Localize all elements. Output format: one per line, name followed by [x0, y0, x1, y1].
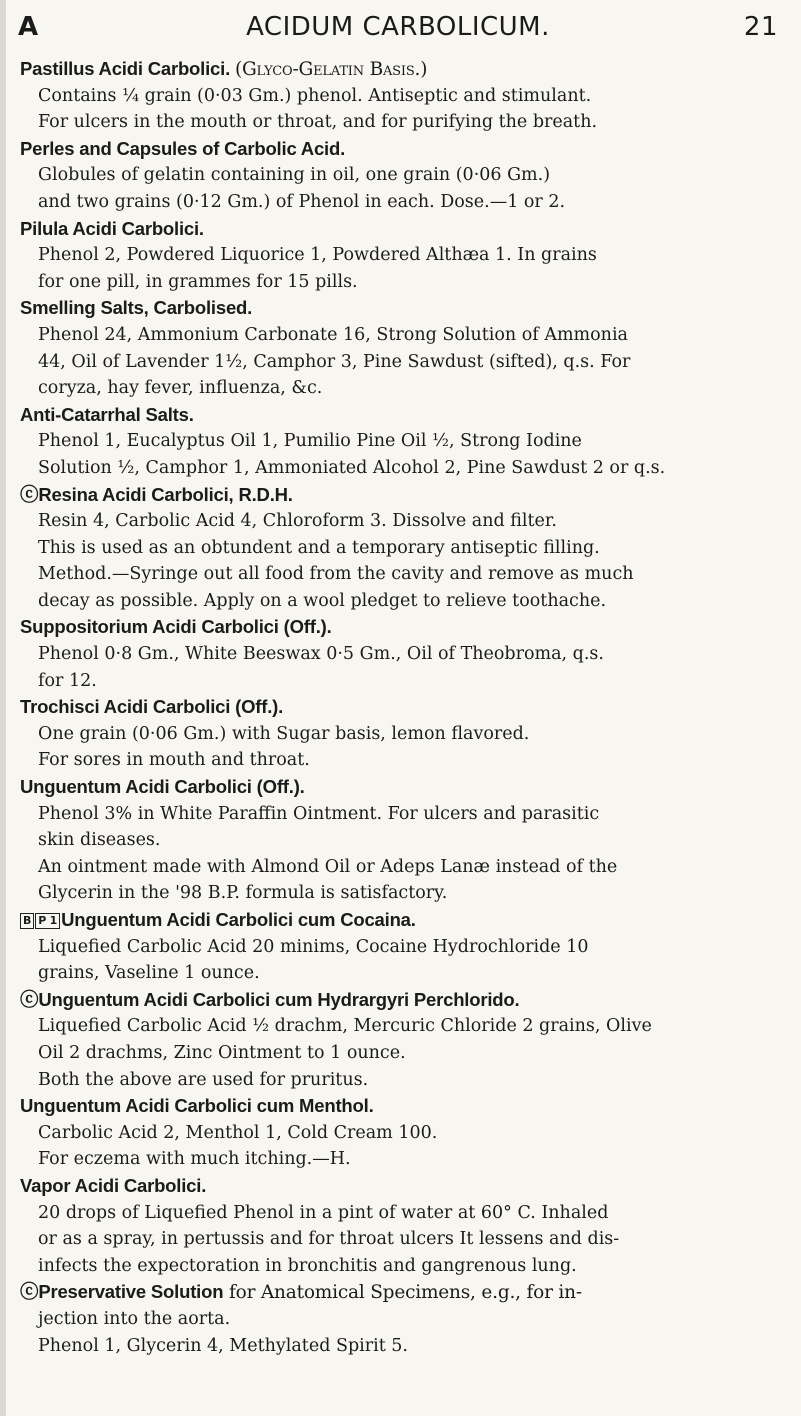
entry-heading: [20, 136, 785, 163]
text-line: [20, 269, 785, 296]
text-line: [20, 1200, 785, 1227]
line-text: Phenol 24, Ammonium Carbonate 16, Strong Solution of Ammonia: [38, 324, 628, 345]
line-text: Pastillus Acidi Carbolici.: [20, 58, 235, 79]
entry-heading: [20, 482, 785, 509]
text-line: [20, 1253, 785, 1280]
line-text: Liquefied Carbolic Acid ½ drachm, Mercuric Chloride 2 grains, Olive: [38, 1016, 652, 1037]
entry-heading: [20, 907, 785, 934]
text-line: [20, 322, 785, 349]
line-text: Globules of gelatin containing in oil, one grain (0·06 Gm.): [38, 165, 551, 186]
text-line: [20, 668, 785, 695]
line-text: Vapor Acidi Carbolici.: [20, 1174, 207, 1196]
page-body: [20, 56, 785, 1359]
text-line: [20, 1333, 785, 1360]
line-text: for one pill, in grammes for 15 pills.: [38, 271, 358, 292]
circled-c-icon: ⓒ: [20, 988, 39, 1010]
text-line: [20, 827, 785, 854]
page-edge-shadow: [0, 0, 6, 1416]
entry-heading: [20, 1093, 785, 1120]
text-line: [20, 242, 785, 269]
page-header: [18, 12, 778, 48]
line-text: An ointment made with Almond Oil or Adeps Lanæ instead of the: [38, 856, 618, 877]
page-number: 21: [743, 12, 778, 42]
section-letter: A: [18, 12, 39, 42]
line-text: skin diseases.: [38, 830, 161, 851]
line-text: Trochisci Acidi Carbolici (Off.).: [20, 696, 284, 718]
line-text: Unguentum Acidi Carbolici cum Hydrargyri Perchlorido.: [38, 988, 520, 1010]
text-line: [20, 109, 785, 136]
line-text: Phenol 1, Eucalyptus Oil 1, Pumilio Pine Oil ½, Strong Iodine: [38, 431, 582, 452]
entry-heading: [20, 402, 785, 429]
text-line: [20, 721, 785, 748]
line-text: Anti-Catarrhal Salts.: [20, 403, 194, 425]
entry-heading: [20, 987, 785, 1014]
entry-heading: [20, 56, 785, 83]
line-text: Unguentum Acidi Carbolici cum Menthol.: [20, 1095, 374, 1117]
line-text: Solution ½, Camphor 1, Ammoniated Alcohol 2, Pine Sawdust 2 or q.s.: [38, 457, 666, 478]
line-text: For ulcers in the mouth or throat, and for purifying the breath.: [38, 112, 598, 133]
running-title: ACIDUM CARBOLICUM.: [246, 12, 550, 42]
line-text: Pilula Acidi Carbolici.: [20, 217, 204, 239]
text-line: [20, 934, 785, 961]
line-text: Phenol 0·8 Gm., White Beeswax 0·5 Gm., Oil of Theobroma, q.s.: [38, 644, 604, 665]
text-line: [20, 83, 785, 110]
line-text: Resina Acidi Carbolici, R.D.H.: [38, 483, 293, 505]
boxed-symbol-icon: P 1: [35, 913, 60, 929]
line-text: infects the expectoration in bronchitis and gangrenous lung.: [38, 1255, 577, 1276]
text-line: [20, 1306, 785, 1333]
text-line: [20, 189, 785, 216]
text-line: [20, 1226, 785, 1253]
line-text: One grain (0·06 Gm.) with Sugar basis, lemon flavored.: [38, 723, 530, 744]
line-text: Contains ¼ grain (0·03 Gm.) phenol. Antiseptic and stimulant.: [38, 85, 592, 106]
heading-subtitle: (Glyco-Gelatin Basis.): [234, 59, 428, 80]
text-line: [20, 854, 785, 881]
line-text: Unguentum Acidi Carbolici cum Cocaina.: [61, 909, 416, 930]
line-text: grains, Vaseline 1 ounce.: [38, 963, 260, 984]
line-text: Perles and Capsules of Carbolic Acid.: [20, 137, 346, 159]
line-text: Phenol 3% in White Paraffin Ointment. For ulcers and parasitic: [38, 803, 600, 824]
line-text: Method.—Syringe out all food from the cavity and remove as much: [38, 564, 634, 585]
text-line: [20, 801, 785, 828]
text-line: [20, 747, 785, 774]
line-text: Unguentum Acidi Carbolici (Off.).: [20, 776, 305, 798]
heading-tail: for Anatomical Specimens, e.g., for in-: [223, 1282, 582, 1304]
text-line: [20, 1146, 785, 1173]
entry-heading: [20, 774, 785, 801]
text-line: [20, 561, 785, 588]
line-text: coryza, hay fever, influenza, &c.: [38, 378, 323, 399]
text-line: [20, 641, 785, 668]
text-line: [20, 1120, 785, 1147]
text-line: [20, 880, 785, 907]
line-text: decay as possible. Apply on a wool pledget to relieve toothache.: [38, 590, 607, 611]
line-text: For eczema with much itching.—H.: [38, 1149, 351, 1170]
line-text: For sores in mouth and throat.: [38, 750, 310, 771]
boxed-symbol-icon: B: [20, 913, 34, 929]
line-text: Liquefied Carbolic Acid 20 minims, Cocaine Hydrochloride 10: [38, 936, 589, 957]
line-text: or as a spray, in pertussis and for throat ulcers It lessens and dis-: [38, 1229, 620, 1250]
text-line: [20, 588, 785, 615]
entry-heading: [20, 216, 785, 243]
circled-c-icon: ⓒ: [20, 483, 39, 505]
line-text: Preservative Solution: [38, 1281, 224, 1303]
box-marks: [20, 907, 61, 934]
line-text: 20 drops of Liquefied Phenol in a pint of water at 60° C. Inhaled: [38, 1202, 609, 1223]
text-line: [20, 960, 785, 987]
line-text: Phenol 1, Glycerin 4, Methylated Spirit 5.: [38, 1335, 408, 1356]
line-text: Oil 2 drachms, Zinc Ointment to 1 ounce.: [38, 1042, 406, 1063]
text-line: [20, 428, 785, 455]
entry-heading: [20, 295, 785, 322]
text-line: [20, 535, 785, 562]
line-text: and two grains (0·12 Gm.) of Phenol in each. Dose.—1 or 2.: [38, 191, 566, 212]
line-text: This is used as an obtundent and a temporary antiseptic filling.: [38, 537, 600, 558]
text-line: [20, 375, 785, 402]
line-text: Resin 4, Carbolic Acid 4, Chloroform 3. Dissolve and filter.: [38, 511, 557, 532]
line-text: Both the above are used for pruritus.: [38, 1069, 369, 1090]
text-line: [20, 1067, 785, 1094]
text-line: [20, 349, 785, 376]
entry-heading: [20, 1279, 785, 1306]
line-text: for 12.: [38, 670, 97, 691]
line-text: Suppositorium Acidi Carbolici (Off.).: [20, 616, 332, 638]
line-text: Carbolic Acid 2, Menthol 1, Cold Cream 100.: [38, 1122, 438, 1143]
text-line: [20, 1040, 785, 1067]
text-line: [20, 162, 785, 189]
line-text: 44, Oil of Lavender 1½, Camphor 3, Pine Sawdust (sifted), q.s. For: [38, 351, 631, 372]
line-text: jection into the aorta.: [38, 1308, 231, 1329]
text-line: [20, 455, 785, 482]
entry-heading: [20, 1173, 785, 1200]
circled-c-icon: ⓒ: [20, 1281, 39, 1303]
line-text: Glycerin in the '98 B.P. formula is satisfactory.: [38, 883, 448, 904]
line-text: Smelling Salts, Carbolised.: [20, 297, 253, 319]
line-text: Phenol 2, Powdered Liquorice 1, Powdered Althæa 1. In grains: [38, 245, 597, 266]
entry-heading: [20, 694, 785, 721]
text-line: [20, 508, 785, 535]
text-line: [20, 1013, 785, 1040]
entry-heading: [20, 614, 785, 641]
